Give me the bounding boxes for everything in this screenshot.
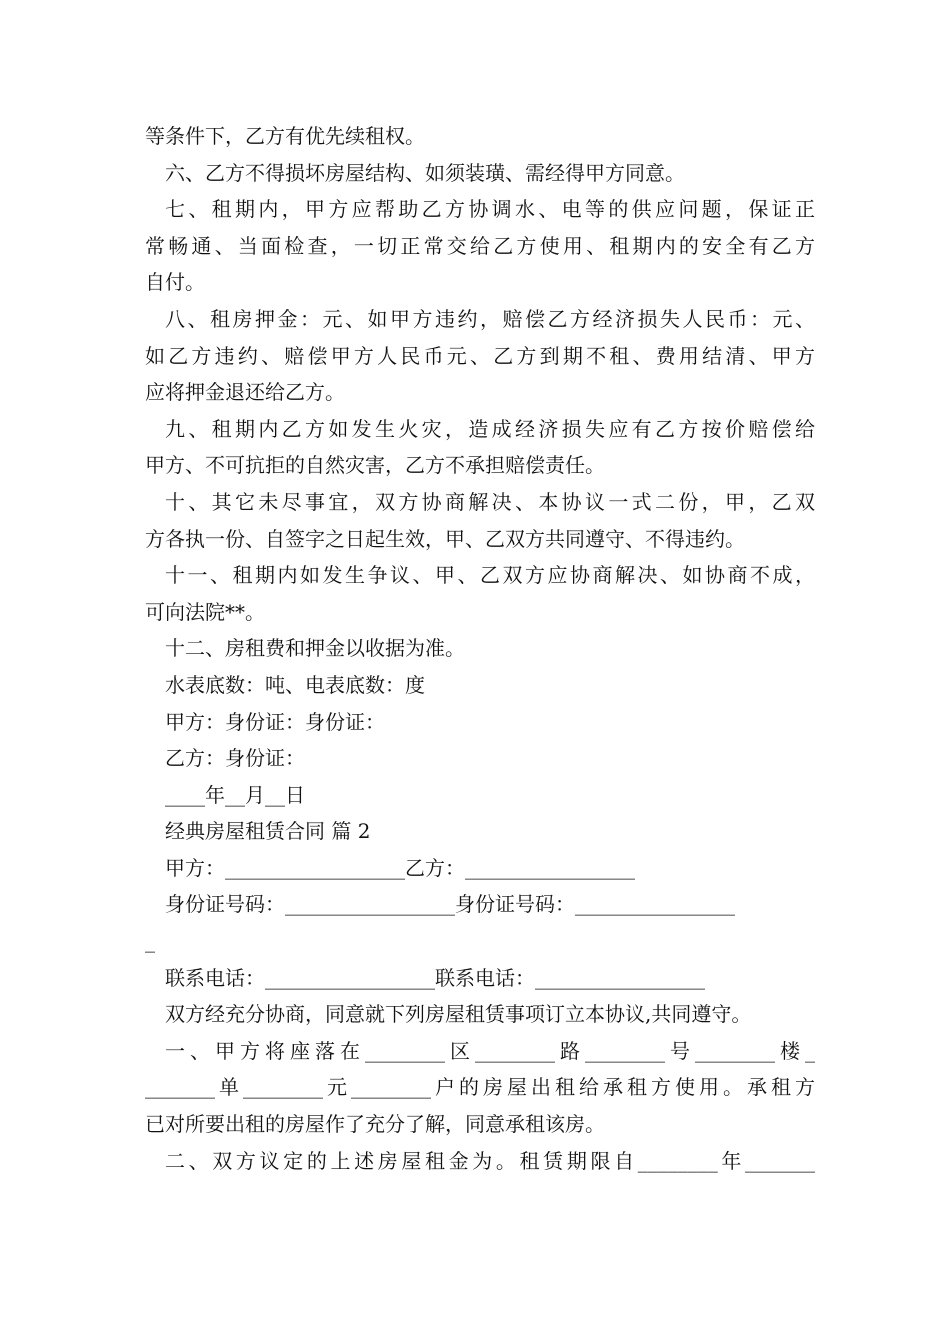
clause-6: 六、乙方不得损坏房屋结构、如须装璜、需经得甲方同意。 (165, 160, 685, 185)
clause-2: 二、双方议定的上述房屋租金为。租赁期限自________年_______ (165, 1148, 815, 1173)
text-line: 已对所要出租的房屋作了充分了解，同意承租该房。 (145, 1112, 605, 1137)
text-line: 自付。 (145, 270, 205, 295)
clause-10: 十、其它未尽事宜，双方协商解决、本协议一式二份，甲，乙双 (165, 489, 815, 514)
party-a-id: 甲方：身份证：身份证： (165, 709, 385, 734)
text-line: 应将押金退还给乙方。 (145, 380, 345, 405)
text-line: 如乙方违约、赔偿甲方人民币元、乙方到期不租、费用结清、甲方 (145, 343, 815, 368)
id-number-line: 身份证号码：_________________身份证号码：________________ (165, 892, 735, 917)
phone-line: 联系电话：_________________联系电话：_________________ (165, 965, 705, 990)
text-line: 方各执一份、自签字之日起生效，甲、乙双方共同遵守、不得违约。 (145, 526, 745, 551)
text-line: 常畅通、当面检查，一切正常交给乙方使用、租期内的安全有乙方 (145, 233, 815, 258)
text-line: 甲方、不可抗拒的自然灾害，乙方不承担赔偿责任。 (145, 453, 605, 478)
parties-line: 甲方：__________________乙方：_________________ (165, 855, 635, 880)
date-line: ____年__月__日 (165, 782, 305, 807)
clause-7: 七、租期内，甲方应帮助乙方协调水、电等的供应问题，保证正 (165, 197, 815, 222)
section-heading: 经典房屋租赁合同 篇 2 (165, 819, 371, 844)
text-line: 可向法院**。 (145, 599, 265, 624)
clause-1: 一、甲方将座落在________区________路________号________楼_ (165, 1038, 815, 1063)
clause-12: 十二、房租费和押金以收据为准。 (165, 636, 465, 661)
agreement-intro: 双方经充分协商，同意就下列房屋租赁事项订立本协议,共同遵守。 (165, 1002, 752, 1027)
text-line: 等条件下，乙方有优先续租权。 (145, 124, 425, 148)
text-line: _______单________元________户的房屋出租给承租方使用。承租方 (145, 1075, 815, 1100)
clause-8: 八、租房押金：元、如甲方违约，赔偿乙方经济损失人民币：元、 (165, 306, 815, 331)
contract-text (145, 118, 815, 1179)
clause-9: 九、租期内乙方如发生火灾，造成经济损失应有乙方按价赔偿给 (165, 416, 815, 441)
clause-11: 十一、租期内如发生争议、甲、乙双方应协商解决、如协商不成， (165, 563, 815, 588)
text-line: _ (145, 929, 155, 954)
meter-readings: 水表底数：吨、电表底数：度 (165, 672, 425, 697)
party-b-id: 乙方：身份证： (165, 746, 305, 771)
